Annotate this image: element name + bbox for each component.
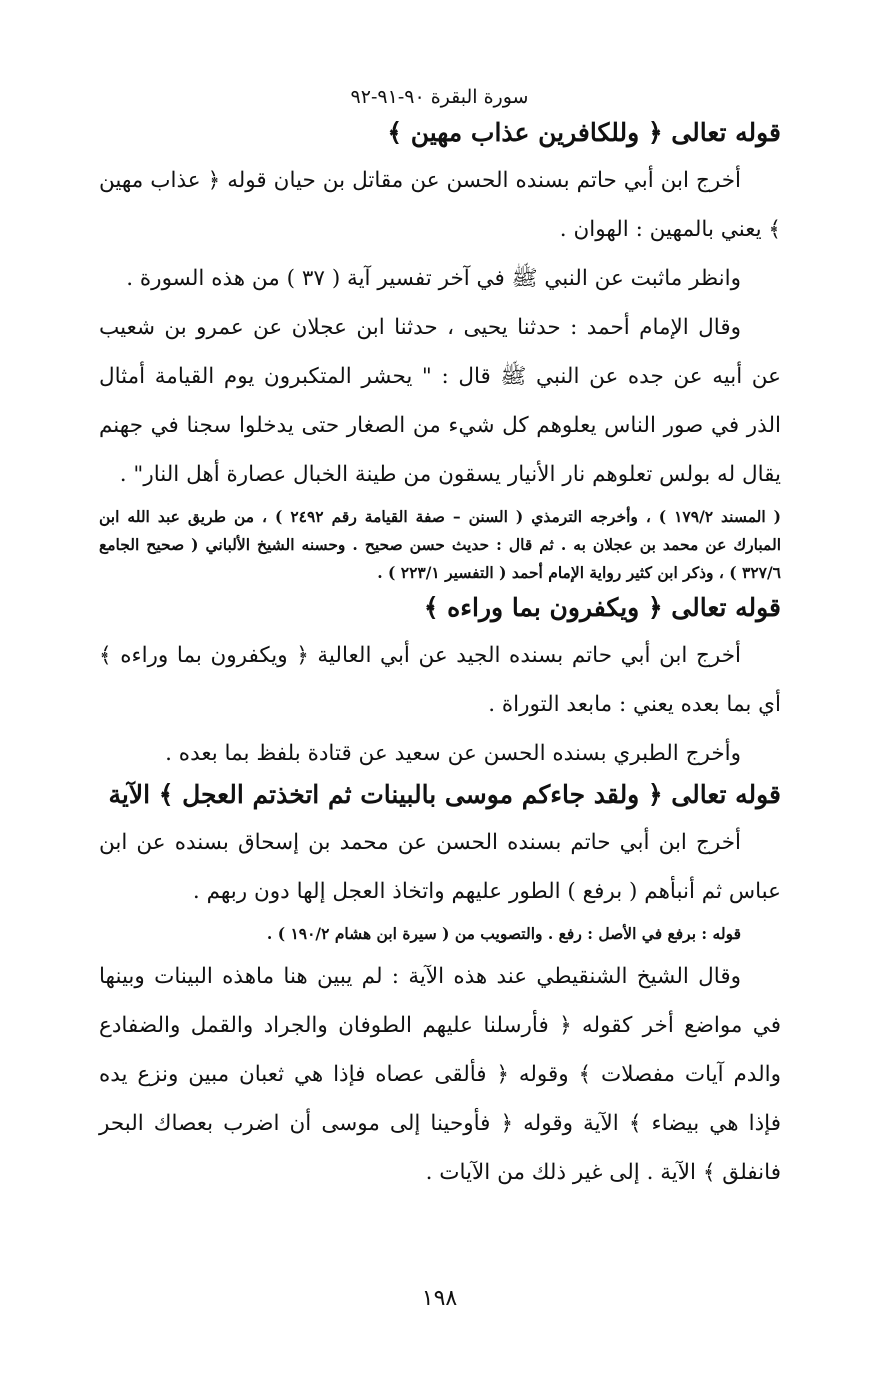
paragraph-hadith-ahmad: وقال الإمام أحمد : حدثنا يحيى ، حدثنا ابن عجلان عن عمرو بن شعيب عن أبيه عن جده عن النبي ﷺ قال : " يحشر المتكبرون يوم القيامة أمثال الذر في صور الناس يعلوهم كل شيء من الصغار حتى يدخلوا سجنا في جهنم يقال له بولس تعلوهم نار الأنيار يسقون من طينة الخبال عصارة أهل النار" . xyxy=(99,315,781,487)
footnote-takhrij: ( المسند ١٧٩/٢ ) ، وأخرجه الترمذي ( السنن – صفة القيامة رقم ٢٤٩٢ ) ، من طريق عبد الله ابن المبارك عن محمد بن عجلان به . ثم قال : حديث حسن صحيح . وحسنه الشيخ الألباني ( صحيح الجامع ٣٢٧/٦ ) ، وذكر ابن كثير رواية الإمام أحمد ( التفسير ٢٢٣/١ ) . xyxy=(99,507,781,582)
paragraph-abul-aliya: أخرج ابن أبي حاتم بسنده الجيد عن أبي العالية ﴿ ويكفرون بما وراءه ﴾ أي بما بعده يعني : مابعد التوراة . xyxy=(99,643,781,717)
paragraph-tabari: وأخرج الطبري بسنده الحسن عن سعيد عن قتادة بلفظ بما بعده . xyxy=(165,741,741,766)
footnote-correction: قوله : برفع في الأصل : رفع . والتصويب من ( سيرة ابن هشام ١٩٠/٢ ) . xyxy=(266,924,741,943)
paragraph-ibn-ishaq: أخرج ابن أبي حاتم بسنده الحسن عن محمد بن إسحاق بسنده عن ابن عباس ثم أنبأهم ( برفع ) الطور عليهم واتخاذ العجل إلها دون ربهم . xyxy=(99,830,781,904)
page-header: سورة البقرة ٩٠-٩١-٩٢ xyxy=(350,86,529,108)
heading-kafirin: قوله تعالى ﴿ وللكافرين عذاب مهين ﴾ xyxy=(387,118,781,147)
paragraph-muqatil: أخرج ابن أبي حاتم بسنده الحسن عن مقاتل بن حيان قوله ﴿ عذاب مهين ﴾ يعني بالمهين : الهوان . xyxy=(99,168,781,242)
heading-yakfurun: قوله تعالى ﴿ ويكفرون بما وراءه ﴾ xyxy=(423,593,781,622)
page-body xyxy=(99,116,781,1197)
paragraph-shinqiti: وقال الشيخ الشنقيطي عند هذه الآية : لم يبين هنا ماهذه البينات وبينها في مواضع أخر كقوله ﴿ فأرسلنا عليهم الطوفان والجراد والقمل والضفادع والدم آيات مفصلات ﴾ وقوله ﴿ فألقى عصاه فإذا هي ثعبان مبين ونزع يده فإذا هي بيضاء ﴾ الآية وقوله ﴿ فأوحينا إلى موسى أن اضرب بعصاك البحر فانفلق ﴾ الآية . إلى غير ذلك من الآيات . xyxy=(99,964,781,1185)
paragraph-see-also: وانظر ماثبت عن النبي ﷺ في آخر تفسير آية ( ٣٧ ) من هذه السورة . xyxy=(126,266,741,291)
heading-musa-bayyinat: قوله تعالى ﴿ ولقد جاءكم موسى بالبينات ثم اتخذتم العجل ﴾ الآية xyxy=(108,780,781,809)
page-number: ١٩٨ xyxy=(421,1286,458,1311)
